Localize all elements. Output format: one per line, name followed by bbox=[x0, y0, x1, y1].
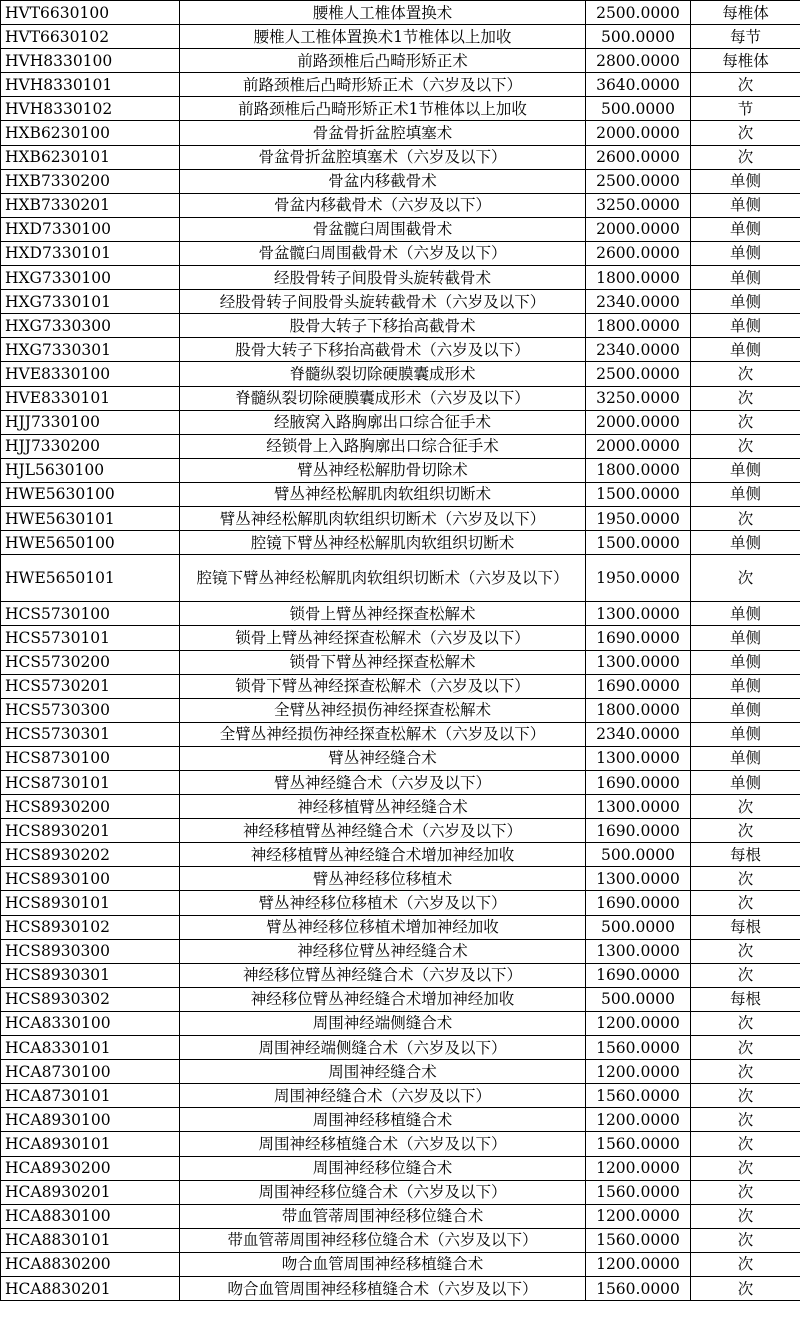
item-code-cell: HVE8330100 bbox=[1, 362, 180, 386]
item-price-cell: 2340.0000 bbox=[586, 338, 691, 362]
item-unit-cell: 单侧 bbox=[691, 241, 800, 265]
table-row bbox=[1, 531, 800, 555]
item-name-cell: 吻合血管周围神经移植缝合术（六岁及以下） bbox=[180, 1276, 586, 1300]
item-code-cell: HVH8330102 bbox=[1, 97, 180, 121]
item-code-cell: HCS5730100 bbox=[1, 602, 180, 626]
item-code-cell: HVH8330101 bbox=[1, 73, 180, 97]
item-code-cell: HCS8930200 bbox=[1, 795, 180, 819]
item-unit-cell: 单侧 bbox=[691, 698, 800, 722]
table-row bbox=[1, 386, 800, 410]
item-name-cell: 骨盆骨折盆腔填塞术（六岁及以下） bbox=[180, 145, 586, 169]
item-price-cell: 1800.0000 bbox=[586, 698, 691, 722]
table-row bbox=[1, 1252, 800, 1276]
item-unit-cell: 次 bbox=[691, 1228, 800, 1252]
item-price-cell: 2500.0000 bbox=[586, 1, 691, 25]
table-row bbox=[1, 169, 800, 193]
table-row bbox=[1, 1276, 800, 1300]
table-row bbox=[1, 915, 800, 939]
item-unit-cell: 次 bbox=[691, 939, 800, 963]
item-unit-cell: 次 bbox=[691, 1036, 800, 1060]
item-unit-cell: 每椎体 bbox=[691, 49, 800, 73]
item-code-cell: HCS8930101 bbox=[1, 891, 180, 915]
item-name-cell: 经股骨转子间股骨头旋转截骨术（六岁及以下） bbox=[180, 290, 586, 314]
item-name-cell: 骨盆内移截骨术（六岁及以下） bbox=[180, 193, 586, 217]
item-unit-cell: 单侧 bbox=[691, 266, 800, 290]
table-row bbox=[1, 97, 800, 121]
item-code-cell: HCS8930301 bbox=[1, 963, 180, 987]
item-unit-cell: 单侧 bbox=[691, 193, 800, 217]
table-row bbox=[1, 193, 800, 217]
item-price-cell: 1690.0000 bbox=[586, 819, 691, 843]
table-row bbox=[1, 746, 800, 770]
item-unit-cell: 次 bbox=[691, 1156, 800, 1180]
table-row bbox=[1, 121, 800, 145]
item-code-cell: HJJ7330100 bbox=[1, 410, 180, 434]
item-name-cell: 周围神经移植缝合术（六岁及以下） bbox=[180, 1132, 586, 1156]
item-price-cell: 1690.0000 bbox=[586, 674, 691, 698]
table-row bbox=[1, 1060, 800, 1084]
table-row bbox=[1, 1084, 800, 1108]
table-row bbox=[1, 722, 800, 746]
item-unit-cell: 次 bbox=[691, 1204, 800, 1228]
table-row bbox=[1, 506, 800, 530]
item-name-cell: 周围神经端侧缝合术（六岁及以下） bbox=[180, 1036, 586, 1060]
item-name-cell: 骨盆髋臼周围截骨术（六岁及以下） bbox=[180, 241, 586, 265]
item-code-cell: HCS8730101 bbox=[1, 771, 180, 795]
table-row bbox=[1, 987, 800, 1011]
item-code-cell: HCA8830100 bbox=[1, 1204, 180, 1228]
table-row bbox=[1, 698, 800, 722]
item-price-cell: 1690.0000 bbox=[586, 963, 691, 987]
table-row bbox=[1, 1156, 800, 1180]
item-code-cell: HXG7330301 bbox=[1, 338, 180, 362]
item-price-cell: 1200.0000 bbox=[586, 1252, 691, 1276]
item-name-cell: 脊髓纵裂切除硬膜囊成形术 bbox=[180, 362, 586, 386]
item-price-cell: 2000.0000 bbox=[586, 434, 691, 458]
table-row bbox=[1, 1228, 800, 1252]
item-price-cell: 1300.0000 bbox=[586, 746, 691, 770]
table-row bbox=[1, 410, 800, 434]
item-price-cell: 500.0000 bbox=[586, 915, 691, 939]
item-unit-cell: 次 bbox=[691, 1011, 800, 1035]
table-row bbox=[1, 1108, 800, 1132]
item-price-cell: 1300.0000 bbox=[586, 602, 691, 626]
table-row bbox=[1, 49, 800, 73]
item-price-cell: 1560.0000 bbox=[586, 1180, 691, 1204]
fee-table-body bbox=[1, 1, 800, 1301]
item-name-cell: 臂丛神经松解肋骨切除术 bbox=[180, 458, 586, 482]
item-name-cell: 神经移植臂丛神经缝合术增加神经加收 bbox=[180, 843, 586, 867]
item-unit-cell: 次 bbox=[691, 1252, 800, 1276]
table-row bbox=[1, 626, 800, 650]
item-code-cell: HCA8730101 bbox=[1, 1084, 180, 1108]
table-row bbox=[1, 290, 800, 314]
item-name-cell: 前路颈椎后凸畸形矫正术 bbox=[180, 49, 586, 73]
item-price-cell: 1500.0000 bbox=[586, 531, 691, 555]
item-code-cell: HCA8930201 bbox=[1, 1180, 180, 1204]
item-unit-cell: 次 bbox=[691, 362, 800, 386]
item-unit-cell: 次 bbox=[691, 963, 800, 987]
item-price-cell: 3250.0000 bbox=[586, 193, 691, 217]
item-code-cell: HCS5730301 bbox=[1, 722, 180, 746]
item-price-cell: 500.0000 bbox=[586, 987, 691, 1011]
item-code-cell: HCS8930202 bbox=[1, 843, 180, 867]
table-row bbox=[1, 963, 800, 987]
table-row bbox=[1, 602, 800, 626]
item-code-cell: HXB6230100 bbox=[1, 121, 180, 145]
table-row bbox=[1, 266, 800, 290]
item-name-cell: 臂丛神经缝合术（六岁及以下） bbox=[180, 771, 586, 795]
table-row bbox=[1, 843, 800, 867]
item-unit-cell: 单侧 bbox=[691, 290, 800, 314]
item-price-cell: 1950.0000 bbox=[586, 555, 691, 602]
table-row bbox=[1, 867, 800, 891]
item-price-cell: 2500.0000 bbox=[586, 362, 691, 386]
item-name-cell: 锁骨下臂丛神经探查松解术 bbox=[180, 650, 586, 674]
item-unit-cell: 单侧 bbox=[691, 531, 800, 555]
item-code-cell: HCA8730100 bbox=[1, 1060, 180, 1084]
item-name-cell: 周围神经缝合术 bbox=[180, 1060, 586, 1084]
item-name-cell: 神经移植臂丛神经缝合术（六岁及以下） bbox=[180, 819, 586, 843]
item-name-cell: 骨盆骨折盆腔填塞术 bbox=[180, 121, 586, 145]
item-code-cell: HXG7330300 bbox=[1, 314, 180, 338]
item-name-cell: 腰椎人工椎体置换术1节椎体以上加收 bbox=[180, 25, 586, 49]
item-price-cell: 1800.0000 bbox=[586, 458, 691, 482]
item-code-cell: HXG7330100 bbox=[1, 266, 180, 290]
item-name-cell: 臂丛神经移位移植术增加神经加收 bbox=[180, 915, 586, 939]
table-row bbox=[1, 1036, 800, 1060]
item-name-cell: 神经移植臂丛神经缝合术 bbox=[180, 795, 586, 819]
item-price-cell: 1300.0000 bbox=[586, 650, 691, 674]
table-row bbox=[1, 314, 800, 338]
item-name-cell: 神经移位臂丛神经缝合术 bbox=[180, 939, 586, 963]
item-code-cell: HVT6630102 bbox=[1, 25, 180, 49]
item-code-cell: HXB6230101 bbox=[1, 145, 180, 169]
item-unit-cell: 次 bbox=[691, 1108, 800, 1132]
item-unit-cell: 单侧 bbox=[691, 602, 800, 626]
item-unit-cell: 次 bbox=[691, 506, 800, 530]
item-unit-cell: 每根 bbox=[691, 915, 800, 939]
item-name-cell: 臂丛神经松解肌肉软组织切断术 bbox=[180, 482, 586, 506]
item-unit-cell: 次 bbox=[691, 1084, 800, 1108]
item-code-cell: HVT6630100 bbox=[1, 1, 180, 25]
item-unit-cell: 次 bbox=[691, 434, 800, 458]
item-price-cell: 1690.0000 bbox=[586, 626, 691, 650]
table-row bbox=[1, 458, 800, 482]
item-code-cell: HCS8930201 bbox=[1, 819, 180, 843]
item-price-cell: 1200.0000 bbox=[586, 1156, 691, 1180]
item-name-cell: 腔镜下臂丛神经松解肌肉软组织切断术（六岁及以下） bbox=[180, 555, 586, 602]
item-code-cell: HCA8830101 bbox=[1, 1228, 180, 1252]
table-row bbox=[1, 482, 800, 506]
item-name-cell: 锁骨上臂丛神经探查松解术 bbox=[180, 602, 586, 626]
table-row bbox=[1, 771, 800, 795]
item-name-cell: 全臂丛神经损伤神经探查松解术（六岁及以下） bbox=[180, 722, 586, 746]
item-price-cell: 1560.0000 bbox=[586, 1084, 691, 1108]
table-row bbox=[1, 217, 800, 241]
item-price-cell: 2600.0000 bbox=[586, 145, 691, 169]
item-code-cell: HXB7330201 bbox=[1, 193, 180, 217]
item-price-cell: 2000.0000 bbox=[586, 217, 691, 241]
item-code-cell: HCA8830200 bbox=[1, 1252, 180, 1276]
item-code-cell: HCS5730300 bbox=[1, 698, 180, 722]
item-code-cell: HJL5630100 bbox=[1, 458, 180, 482]
item-code-cell: HCA8830201 bbox=[1, 1276, 180, 1300]
table-row bbox=[1, 795, 800, 819]
item-code-cell: HVE8330101 bbox=[1, 386, 180, 410]
item-name-cell: 神经移位臂丛神经缝合术（六岁及以下） bbox=[180, 963, 586, 987]
item-unit-cell: 次 bbox=[691, 73, 800, 97]
item-unit-cell: 单侧 bbox=[691, 674, 800, 698]
item-name-cell: 股骨大转子下移抬高截骨术（六岁及以下） bbox=[180, 338, 586, 362]
item-name-cell: 脊髓纵裂切除硬膜囊成形术（六岁及以下） bbox=[180, 386, 586, 410]
item-name-cell: 锁骨下臂丛神经探查松解术（六岁及以下） bbox=[180, 674, 586, 698]
item-name-cell: 臂丛神经松解肌肉软组织切断术（六岁及以下） bbox=[180, 506, 586, 530]
item-price-cell: 1300.0000 bbox=[586, 939, 691, 963]
item-name-cell: 周围神经缝合术（六岁及以下） bbox=[180, 1084, 586, 1108]
item-name-cell: 经锁骨上入路胸廓出口综合征手术 bbox=[180, 434, 586, 458]
table-row bbox=[1, 819, 800, 843]
table-row bbox=[1, 362, 800, 386]
item-price-cell: 1800.0000 bbox=[586, 314, 691, 338]
item-code-cell: HCA8930101 bbox=[1, 1132, 180, 1156]
item-unit-cell: 单侧 bbox=[691, 482, 800, 506]
item-price-cell: 1560.0000 bbox=[586, 1276, 691, 1300]
item-name-cell: 臂丛神经移位移植术（六岁及以下） bbox=[180, 891, 586, 915]
item-unit-cell: 单侧 bbox=[691, 169, 800, 193]
item-code-cell: HCA8330101 bbox=[1, 1036, 180, 1060]
item-unit-cell: 次 bbox=[691, 1276, 800, 1300]
item-price-cell: 1690.0000 bbox=[586, 891, 691, 915]
item-unit-cell: 单侧 bbox=[691, 217, 800, 241]
table-row bbox=[1, 25, 800, 49]
item-code-cell: HWE5630101 bbox=[1, 506, 180, 530]
item-unit-cell: 次 bbox=[691, 121, 800, 145]
table-row bbox=[1, 1132, 800, 1156]
item-unit-cell: 次 bbox=[691, 386, 800, 410]
item-price-cell: 1690.0000 bbox=[586, 771, 691, 795]
item-code-cell: HCA8930100 bbox=[1, 1108, 180, 1132]
item-code-cell: HWE5630100 bbox=[1, 482, 180, 506]
item-price-cell: 2600.0000 bbox=[586, 241, 691, 265]
item-name-cell: 经股骨转子间股骨头旋转截骨术 bbox=[180, 266, 586, 290]
item-name-cell: 臂丛神经移位移植术 bbox=[180, 867, 586, 891]
item-code-cell: HCA8330100 bbox=[1, 1011, 180, 1035]
item-code-cell: HXD7330101 bbox=[1, 241, 180, 265]
item-price-cell: 1560.0000 bbox=[586, 1036, 691, 1060]
item-name-cell: 前路颈椎后凸畸形矫正术1节椎体以上加收 bbox=[180, 97, 586, 121]
item-name-cell: 周围神经移位缝合术（六岁及以下） bbox=[180, 1180, 586, 1204]
item-unit-cell: 每根 bbox=[691, 987, 800, 1011]
item-name-cell: 经腋窝入路胸廓出口综合征手术 bbox=[180, 410, 586, 434]
item-name-cell: 腰椎人工椎体置换术 bbox=[180, 1, 586, 25]
item-unit-cell: 次 bbox=[691, 795, 800, 819]
table-row bbox=[1, 891, 800, 915]
item-price-cell: 1560.0000 bbox=[586, 1132, 691, 1156]
item-price-cell: 2340.0000 bbox=[586, 290, 691, 314]
item-price-cell: 3640.0000 bbox=[586, 73, 691, 97]
item-name-cell: 周围神经端侧缝合术 bbox=[180, 1011, 586, 1035]
item-price-cell: 1200.0000 bbox=[586, 1108, 691, 1132]
item-unit-cell: 次 bbox=[691, 1060, 800, 1084]
item-code-cell: HCS8930100 bbox=[1, 867, 180, 891]
item-code-cell: HCS8930302 bbox=[1, 987, 180, 1011]
item-price-cell: 500.0000 bbox=[586, 25, 691, 49]
table-row bbox=[1, 650, 800, 674]
item-name-cell: 腔镜下臂丛神经松解肌肉软组织切断术 bbox=[180, 531, 586, 555]
item-unit-cell: 次 bbox=[691, 819, 800, 843]
item-unit-cell: 次 bbox=[691, 1180, 800, 1204]
item-unit-cell: 次 bbox=[691, 867, 800, 891]
table-row bbox=[1, 434, 800, 458]
item-name-cell: 骨盆内移截骨术 bbox=[180, 169, 586, 193]
table-row bbox=[1, 1, 800, 25]
table-row bbox=[1, 241, 800, 265]
item-price-cell: 1300.0000 bbox=[586, 795, 691, 819]
item-price-cell: 3250.0000 bbox=[586, 386, 691, 410]
item-price-cell: 1560.0000 bbox=[586, 1228, 691, 1252]
item-name-cell: 前路颈椎后凸畸形矫正术（六岁及以下） bbox=[180, 73, 586, 97]
item-code-cell: HWE5650100 bbox=[1, 531, 180, 555]
item-unit-cell: 单侧 bbox=[691, 746, 800, 770]
table-row bbox=[1, 1011, 800, 1035]
table-row bbox=[1, 674, 800, 698]
item-unit-cell: 单侧 bbox=[691, 771, 800, 795]
item-name-cell: 全臂丛神经损伤神经探查松解术 bbox=[180, 698, 586, 722]
item-price-cell: 1500.0000 bbox=[586, 482, 691, 506]
item-name-cell: 骨盆髋臼周围截骨术 bbox=[180, 217, 586, 241]
item-name-cell: 吻合血管周围神经移植缝合术 bbox=[180, 1252, 586, 1276]
item-code-cell: HWE5650101 bbox=[1, 555, 180, 602]
item-unit-cell: 次 bbox=[691, 1132, 800, 1156]
item-code-cell: HCA8930200 bbox=[1, 1156, 180, 1180]
table-row bbox=[1, 145, 800, 169]
item-unit-cell: 节 bbox=[691, 97, 800, 121]
item-price-cell: 2000.0000 bbox=[586, 410, 691, 434]
item-price-cell: 1950.0000 bbox=[586, 506, 691, 530]
item-price-cell: 1800.0000 bbox=[586, 266, 691, 290]
item-unit-cell: 每椎体 bbox=[691, 1, 800, 25]
table-row bbox=[1, 555, 800, 602]
item-code-cell: HCS8930300 bbox=[1, 939, 180, 963]
item-unit-cell: 次 bbox=[691, 555, 800, 602]
item-name-cell: 周围神经移植缝合术 bbox=[180, 1108, 586, 1132]
item-price-cell: 1200.0000 bbox=[586, 1011, 691, 1035]
table-row bbox=[1, 73, 800, 97]
item-unit-cell: 每节 bbox=[691, 25, 800, 49]
item-name-cell: 周围神经移位缝合术 bbox=[180, 1156, 586, 1180]
item-unit-cell: 单侧 bbox=[691, 338, 800, 362]
item-code-cell: HCS8730100 bbox=[1, 746, 180, 770]
item-unit-cell: 次 bbox=[691, 145, 800, 169]
item-price-cell: 2500.0000 bbox=[586, 169, 691, 193]
item-price-cell: 1200.0000 bbox=[586, 1060, 691, 1084]
item-unit-cell: 单侧 bbox=[691, 626, 800, 650]
item-price-cell: 2800.0000 bbox=[586, 49, 691, 73]
item-code-cell: HXB7330200 bbox=[1, 169, 180, 193]
item-code-cell: HCS5730101 bbox=[1, 626, 180, 650]
item-unit-cell: 单侧 bbox=[691, 650, 800, 674]
table-row bbox=[1, 338, 800, 362]
item-name-cell: 股骨大转子下移抬高截骨术 bbox=[180, 314, 586, 338]
item-name-cell: 神经移位臂丛神经缝合术增加神经加收 bbox=[180, 987, 586, 1011]
item-name-cell: 锁骨上臂丛神经探查松解术（六岁及以下） bbox=[180, 626, 586, 650]
item-price-cell: 500.0000 bbox=[586, 97, 691, 121]
item-unit-cell: 每根 bbox=[691, 843, 800, 867]
item-price-cell: 500.0000 bbox=[586, 843, 691, 867]
item-unit-cell: 单侧 bbox=[691, 314, 800, 338]
item-unit-cell: 次 bbox=[691, 410, 800, 434]
item-unit-cell: 单侧 bbox=[691, 722, 800, 746]
item-code-cell: HCS5730200 bbox=[1, 650, 180, 674]
table-row bbox=[1, 939, 800, 963]
item-name-cell: 带血管蒂周围神经移位缝合术 bbox=[180, 1204, 586, 1228]
item-name-cell: 臂丛神经缝合术 bbox=[180, 746, 586, 770]
item-unit-cell: 单侧 bbox=[691, 458, 800, 482]
item-code-cell: HXG7330101 bbox=[1, 290, 180, 314]
item-price-cell: 1200.0000 bbox=[586, 1204, 691, 1228]
item-price-cell: 1300.0000 bbox=[586, 867, 691, 891]
item-price-cell: 2000.0000 bbox=[586, 121, 691, 145]
item-code-cell: HCS5730201 bbox=[1, 674, 180, 698]
item-code-cell: HVH8330100 bbox=[1, 49, 180, 73]
item-name-cell: 带血管蒂周围神经移位缝合术（六岁及以下） bbox=[180, 1228, 586, 1252]
table-row bbox=[1, 1204, 800, 1228]
item-price-cell: 2340.0000 bbox=[586, 722, 691, 746]
item-code-cell: HCS8930102 bbox=[1, 915, 180, 939]
item-unit-cell: 次 bbox=[691, 891, 800, 915]
table-row bbox=[1, 1180, 800, 1204]
item-code-cell: HJJ7330200 bbox=[1, 434, 180, 458]
item-code-cell: HXD7330100 bbox=[1, 217, 180, 241]
